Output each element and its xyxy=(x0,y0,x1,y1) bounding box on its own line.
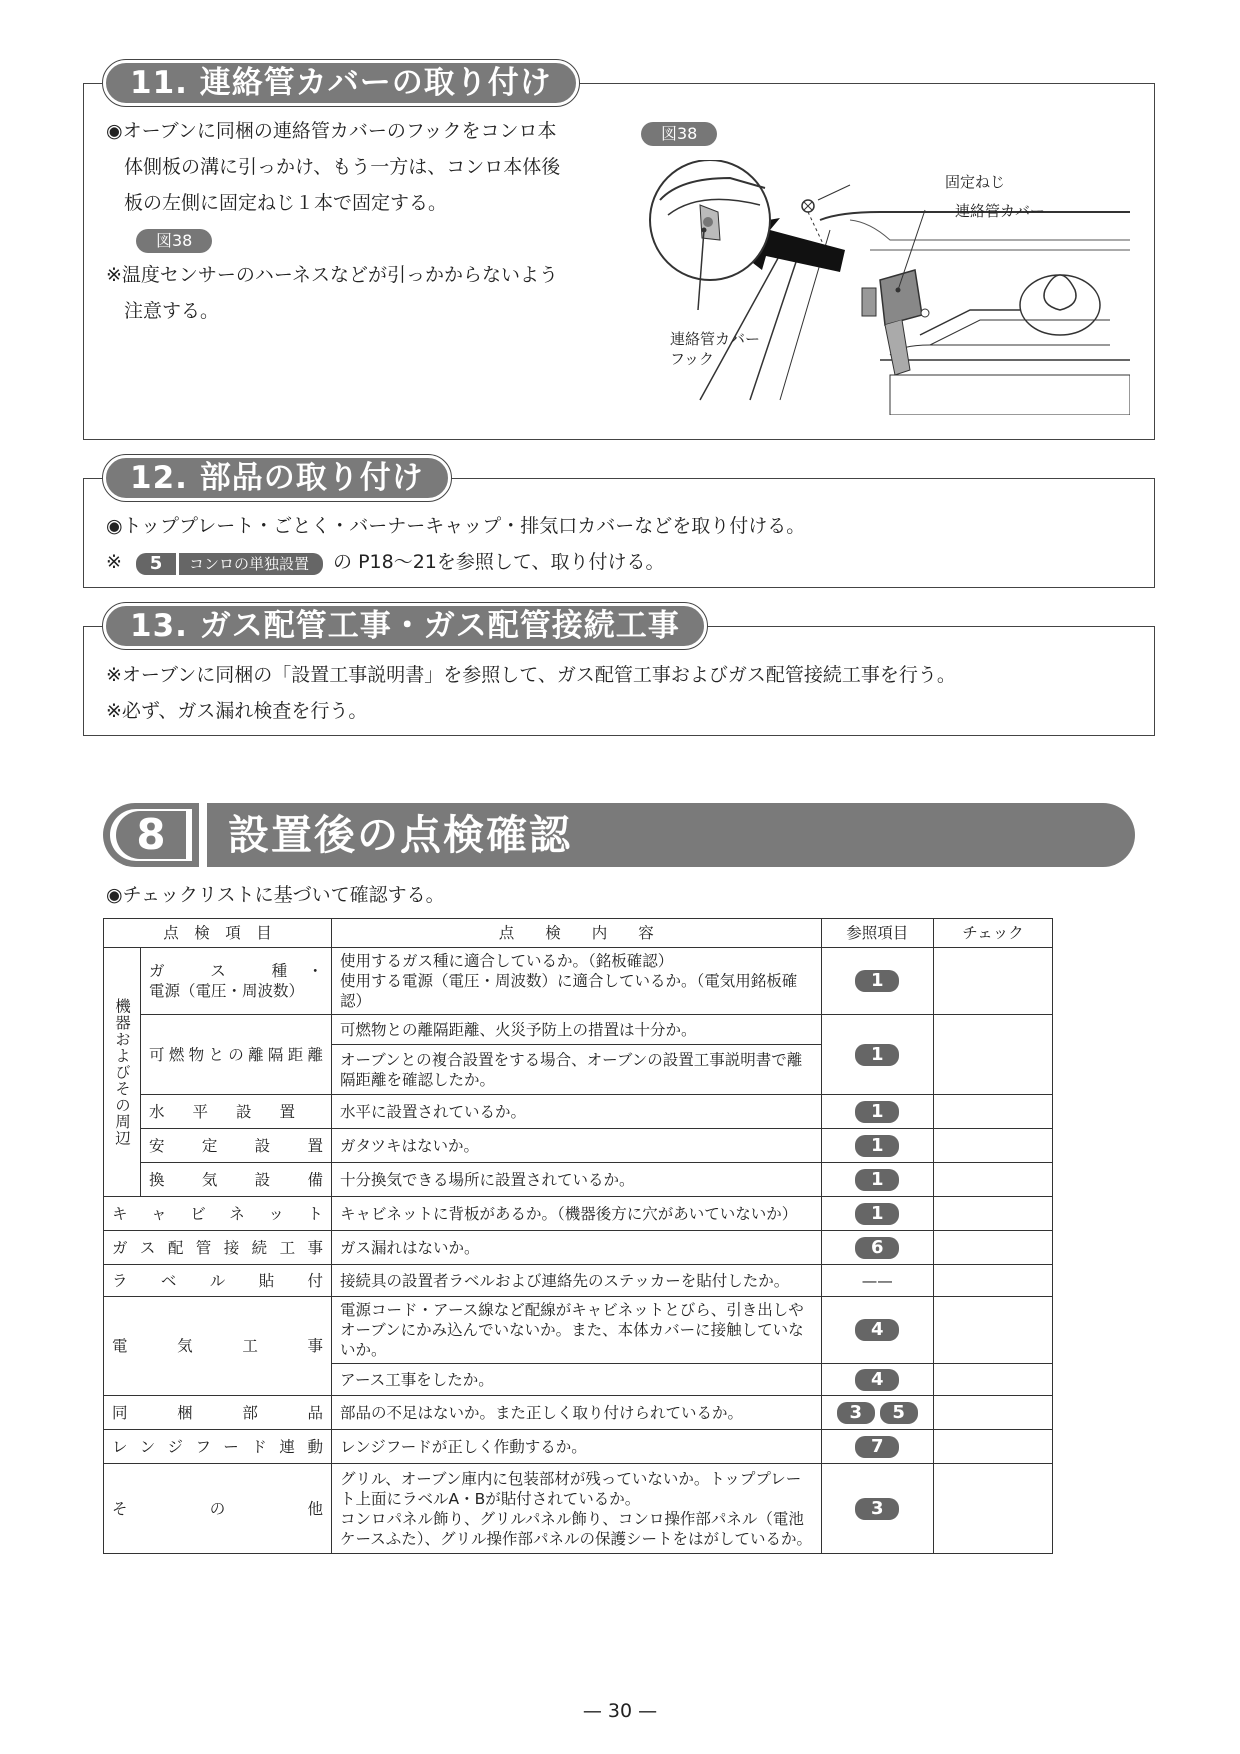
row-ref: 1 xyxy=(821,1197,933,1231)
table-row xyxy=(104,948,1053,1015)
table-row xyxy=(104,1197,1053,1231)
table-row xyxy=(104,1430,1053,1464)
table-row xyxy=(104,1396,1053,1430)
table-header-row xyxy=(104,919,1053,948)
row-ref: 3 xyxy=(821,1464,933,1554)
section-11-line-2: 体側板の溝に引っかけ、もう一方は、コンロ本体後 xyxy=(124,156,561,178)
section-11-title: 11. 連絡管カバーの取り付け xyxy=(103,60,579,106)
row-item: 同梱部品 xyxy=(104,1396,332,1430)
figure-38-badge: 図38 xyxy=(641,122,717,146)
row-check[interactable] xyxy=(933,1197,1052,1231)
row-content: 可燃物との離隔距離、火災予防上の措置は十分か。 xyxy=(332,1015,822,1045)
figure-ref-badge: 図38 xyxy=(136,229,212,253)
header-ref: 参照項目 xyxy=(821,919,933,948)
row-item: 可燃物との離隔距離 xyxy=(141,1015,332,1095)
row-item: 電気工事 xyxy=(104,1297,332,1396)
page-number: — 30 — xyxy=(582,1700,658,1722)
group-label-cell xyxy=(104,948,141,1197)
row-ref: 4 xyxy=(821,1297,933,1364)
row-check[interactable] xyxy=(933,1265,1052,1297)
section-13-title: 13. ガス配管工事・ガス配管接続工事 xyxy=(103,603,707,649)
row-check[interactable] xyxy=(933,1396,1052,1430)
chapter-number: 8 xyxy=(110,809,192,861)
row-check[interactable] xyxy=(933,1297,1052,1364)
row-content: 接続具の設置者ラベルおよび連絡先のステッカーを貼付したか。 xyxy=(332,1265,822,1297)
row-ref: —— xyxy=(821,1265,933,1297)
row-ref: 6 xyxy=(821,1231,933,1265)
row-content: 十分換気できる場所に設置されているか。 xyxy=(332,1163,822,1197)
row-content: オーブンとの複合設置をする場合、オーブンの設置工事説明書で離隔距離を確認したか。 xyxy=(332,1045,822,1095)
row-item: 水平設置 xyxy=(141,1095,332,1129)
label-cover-hook-1: 連絡管カバー xyxy=(670,330,761,348)
row-ref: 4 xyxy=(821,1364,933,1396)
table-row xyxy=(104,1297,1053,1364)
chapter-ref-number: 5 xyxy=(136,553,176,575)
row-check[interactable] xyxy=(933,1430,1052,1464)
header-check: チェック xyxy=(933,919,1052,948)
checklist-intro: ◉チェックリストに基づいて確認する。 xyxy=(106,884,445,906)
row-check[interactable] xyxy=(933,1364,1052,1396)
section-11-note-2: 注意する。 xyxy=(124,300,220,322)
row-content: キャビネットに背板があるか。（機器後方に穴があいていないか） xyxy=(332,1197,822,1231)
row-content: 水平に設置されているか。 xyxy=(332,1095,822,1129)
chapter-ref-link[interactable] xyxy=(136,545,323,581)
group-label: 機器およびその周辺 xyxy=(113,997,131,1147)
table-row xyxy=(104,1015,1053,1045)
label-fixing-screw: 固定ねじ xyxy=(945,173,1006,191)
row-content: 部品の不足はないか。また正しく取り付けられているか。 xyxy=(332,1396,822,1430)
row-check[interactable] xyxy=(933,1095,1052,1129)
row-ref: 1 xyxy=(821,1129,933,1163)
row-item: レンジフード連動 xyxy=(104,1430,332,1464)
row-content: レンジフードが正しく作動するか。 xyxy=(332,1430,822,1464)
section-11-line-1: ◉オーブンに同梱の連絡管カバーのフックをコンロ本 xyxy=(106,120,557,142)
table-row xyxy=(104,1163,1053,1197)
section-11-note-1: ※温度センサーのハーネスなどが引っかからないよう xyxy=(106,264,558,286)
row-item: キャビネット xyxy=(104,1197,332,1231)
row-content: 電源コード・アース線など配線がキャビネットとびら、引き出しやオーブンにかみ込んでいないか。また、本体カバーに接触していないか。 xyxy=(332,1297,822,1364)
section-12-line-2 xyxy=(106,544,665,581)
chapter-title: 設置後の点検確認 xyxy=(228,811,572,859)
section-12-ref-text: の P18～21を参照して、取り付ける。 xyxy=(333,551,665,573)
row-item: ガス配管接続工事 xyxy=(104,1231,332,1265)
row-ref: 1 xyxy=(821,948,933,1015)
row-ref: 1 xyxy=(821,1163,933,1197)
row-item: ガ ス 種・ 電源（電圧・周波数） xyxy=(141,948,332,1015)
section-13-line-1: ※オーブンに同梱の「設置工事説明書」を参照して、ガス配管工事およびガス配管接続工事を行う。 xyxy=(106,664,956,686)
row-content: 使用するガス種に適合しているか。（銘板確認） 使用する電源（電圧・周波数）に適合しているか。（電気用銘板確認） xyxy=(332,948,822,1015)
section-12-line-1: ◉トッププレート・ごとく・バーナーキャップ・排気口カバーなどを取り付ける。 xyxy=(106,515,806,537)
header-content: 点 検 内 容 xyxy=(332,919,822,948)
label-connecting-pipe-cover: 連絡管カバー xyxy=(955,202,1046,220)
row-check[interactable] xyxy=(933,948,1052,1015)
section-11-line-3: 板の左側に固定ねじ１本で固定する。 xyxy=(124,192,448,214)
figure-38-illustration xyxy=(640,160,1130,415)
table-row xyxy=(104,1095,1053,1129)
row-check[interactable] xyxy=(933,1231,1052,1265)
row-content: ガス漏れはないか。 xyxy=(332,1231,822,1265)
row-item: ラベル貼付 xyxy=(104,1265,332,1297)
row-ref: 1 xyxy=(821,1095,933,1129)
row-ref: 1 xyxy=(821,1015,933,1095)
header-item: 点 検 項 目 xyxy=(104,919,332,948)
row-content: グリル、オーブン庫内に包装部材が残っていないか。トッププレート上面にラベルA・Bが貼付されているか。 コンロパネル飾り、グリルパネル飾り、コンロ操作部パネル（電池ケースふた）、グリル操作部パネルの保護シートをはがしているか。 xyxy=(332,1464,822,1554)
section-12-title: 12. 部品の取り付け xyxy=(103,455,451,501)
table-row xyxy=(104,1265,1053,1297)
table-row xyxy=(104,1464,1053,1554)
chapter-header-divider xyxy=(199,803,207,867)
row-content: ガタツキはないか。 xyxy=(332,1129,822,1163)
row-check[interactable] xyxy=(933,1015,1052,1095)
note-mark: ※ xyxy=(106,551,122,573)
row-ref: 3 5 xyxy=(821,1396,933,1430)
chapter-ref-label: コンロの単独設置 xyxy=(179,553,323,575)
row-check[interactable] xyxy=(933,1464,1052,1554)
table-row xyxy=(104,1129,1053,1163)
row-ref: 7 xyxy=(821,1430,933,1464)
row-content: アース工事をしたか。 xyxy=(332,1364,822,1396)
section-13-line-2: ※必ず、ガス漏れ検査を行う。 xyxy=(106,700,368,722)
row-item: 安定設置 xyxy=(141,1129,332,1163)
table-row xyxy=(104,1231,1053,1265)
checklist-table xyxy=(103,918,1053,1554)
row-check[interactable] xyxy=(933,1129,1052,1163)
row-item: その他 xyxy=(104,1464,332,1554)
row-item: 換気設備 xyxy=(141,1163,332,1197)
row-check[interactable] xyxy=(933,1163,1052,1197)
section-11-fig-ref xyxy=(136,222,212,258)
label-cover-hook-2: フック xyxy=(670,350,714,368)
